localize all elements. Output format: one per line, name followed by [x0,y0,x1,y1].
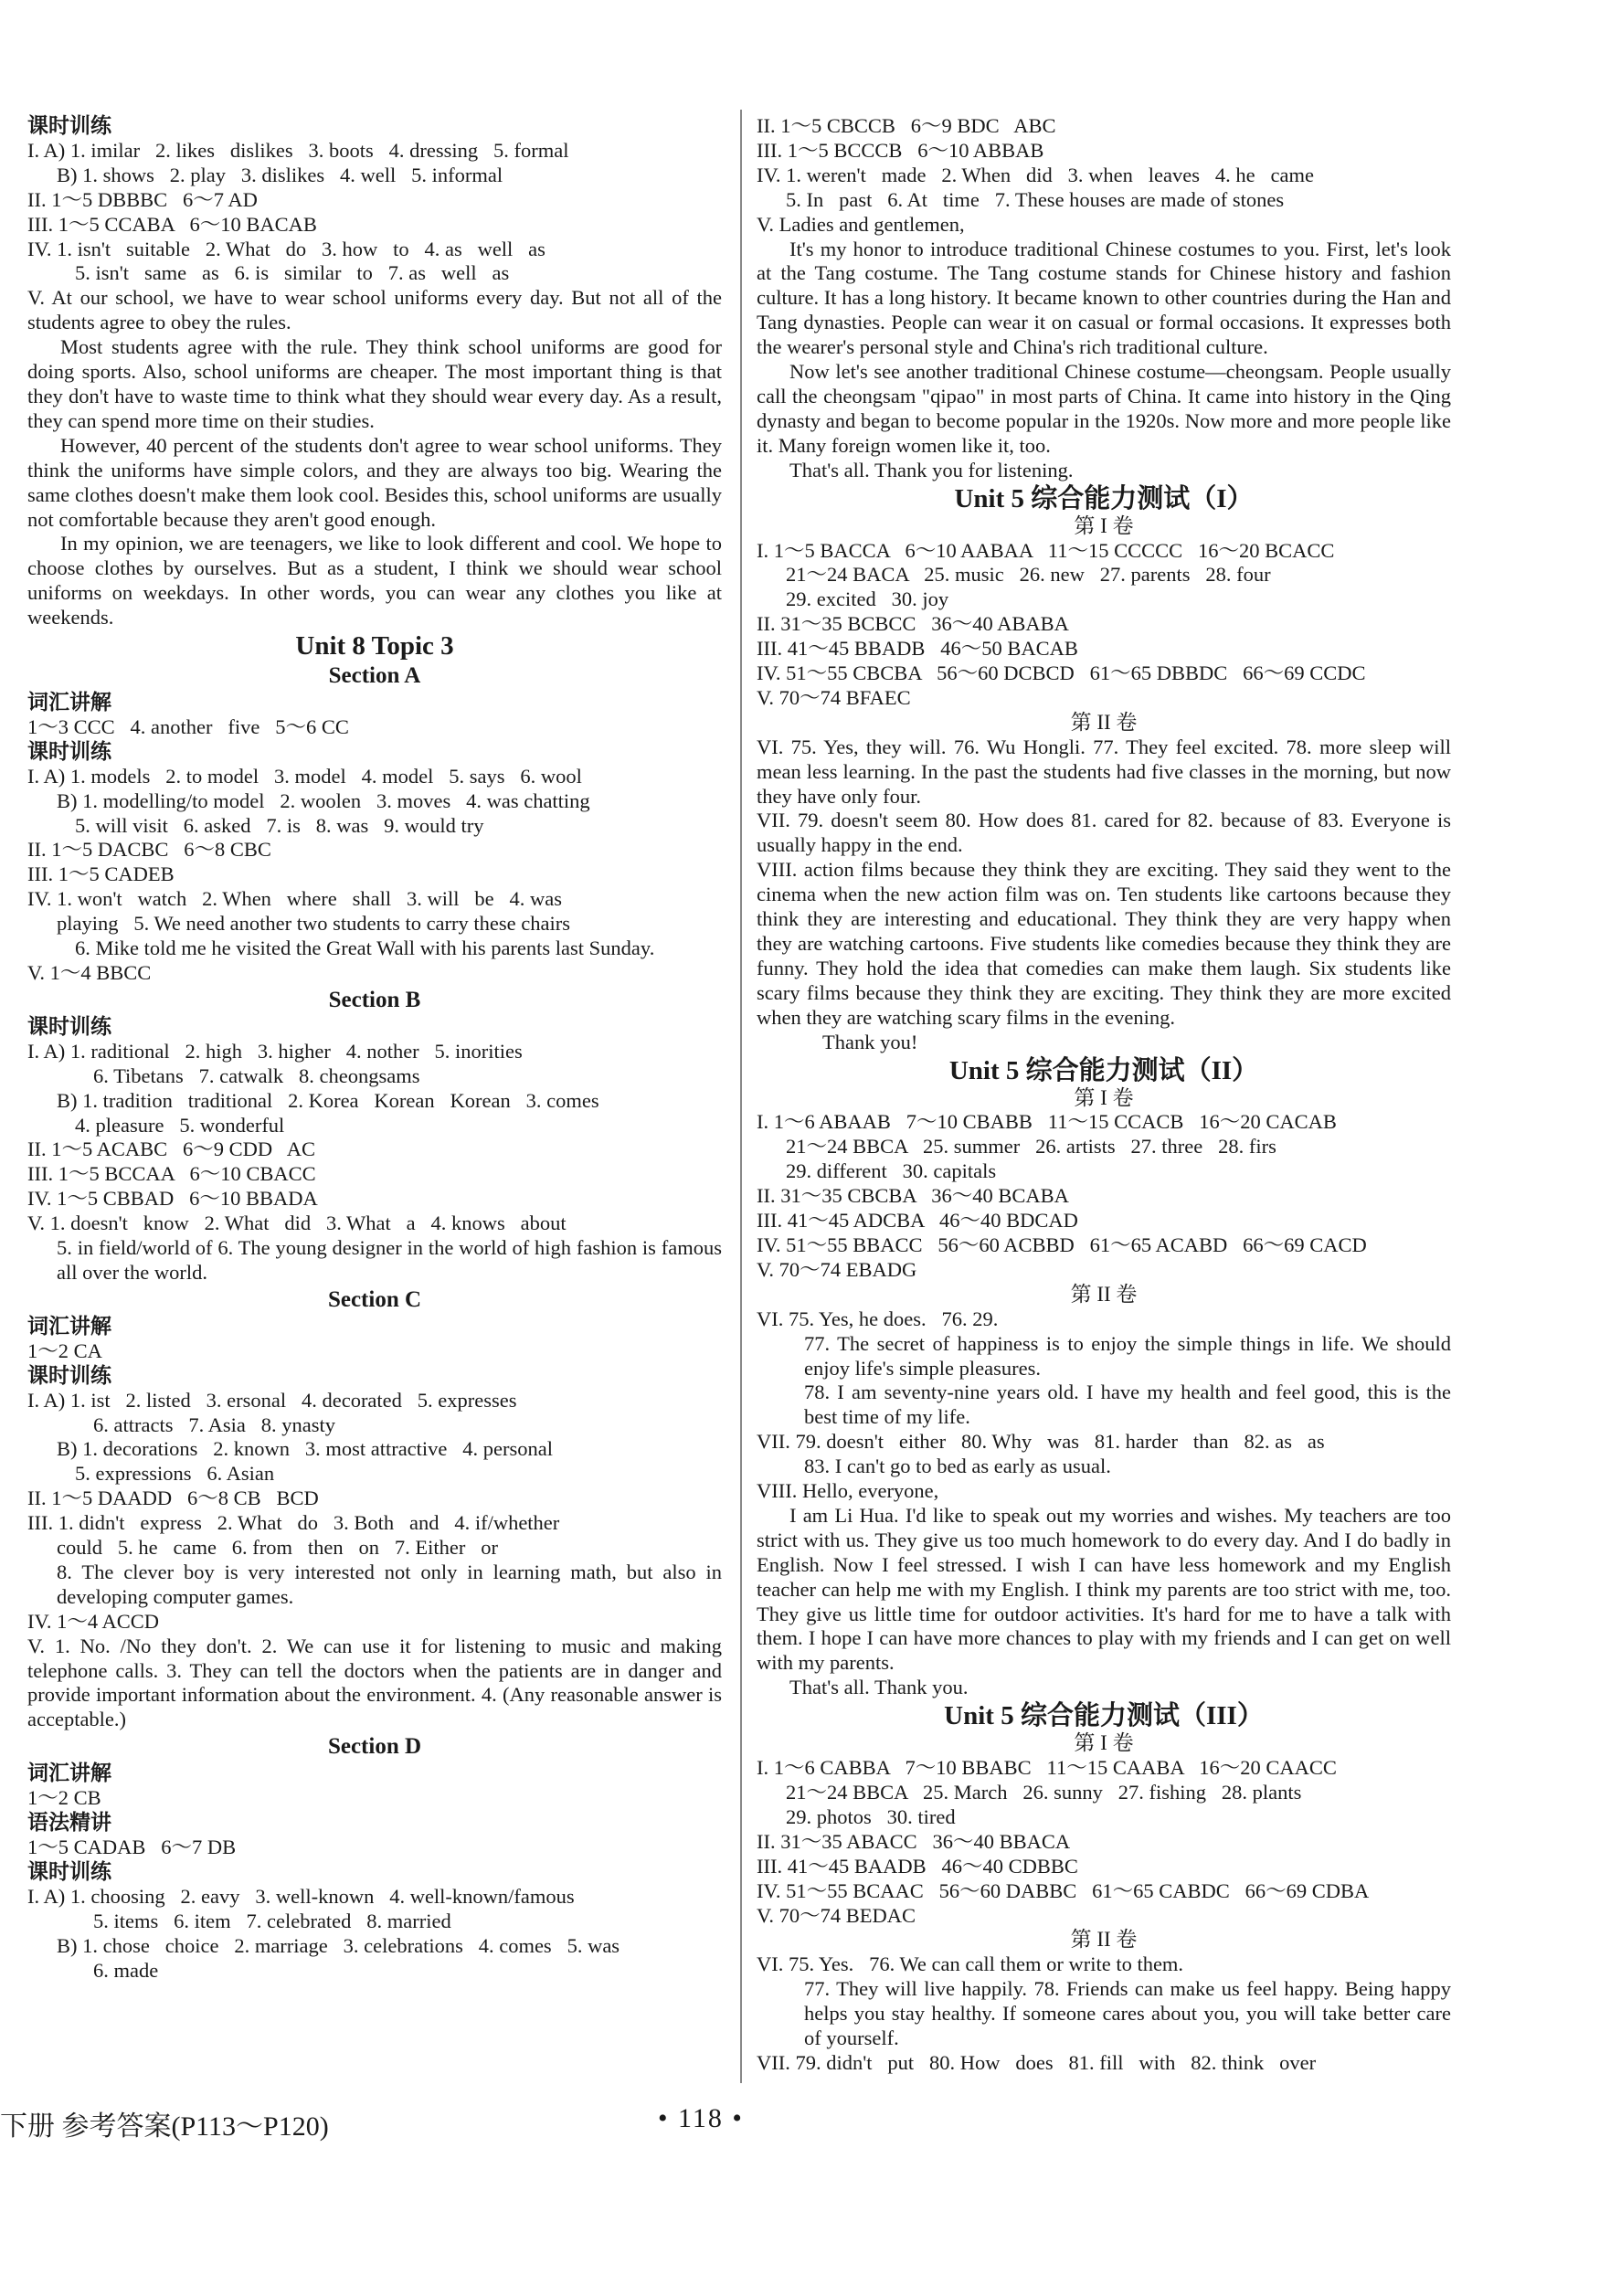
right-line: 21～24 BBCA 25. March 26. sunny 27. fishing 28. plants [786,1781,1302,1804]
left-line: playing 5. We need another two students to carry these chairs [57,912,570,936]
right-line: Thank you! [822,1030,918,1053]
right-line: VII. 79. didn't put 80. How does 81. fill with 82. think over [757,2050,1317,2074]
right-line: Unit 5 综合能力测试（II） [948,1055,1259,1085]
left-line: III. 1. didn't express 2. What do 3. Both and 4. if/whether [27,1511,560,1535]
left-line: B) 1. tradition traditional 2. Korea Korean Korean 3. comes [57,1088,599,1112]
left-line: 1～2 CA [27,1338,102,1362]
left-line: 课时训练 [27,1363,111,1387]
left-line: 5. expressions 6. Asian [75,1462,275,1486]
left-line: V. At our school, we have to wear school uniforms every day. But not all of the students agree to obey the rules. [27,286,722,334]
right-line: IV. 51～55 BBACC 56～60 ACBBD 61～65 ACABD 66～69 CACD [757,1233,1367,1256]
left-line: 1～5 CADAB 6～7 DB [27,1836,237,1858]
left-line: Most students agree with the rule. They think school uniforms are good for doing sports. Also, school uniforms are cheaper. The most important thing is that they don't have to waste time to think what they should wear every day. As a result, they can spend more time on their studies. [27,335,722,432]
left-line: 词汇讲解 [27,691,111,714]
right-line: V. 70～74 EBADG [757,1257,917,1281]
left-line: IV. 1. isn't suitable 2. What do 3. how to 4. as well as [27,237,545,260]
left-line: 课时训练 [27,114,111,137]
left-line: Section A [328,663,421,689]
left-line: 5. in field/world of 6. The young designer in the world of high fashion is famous all over the world. [57,1236,722,1284]
left-line: V. 1. No. /No they don't. 2. We can use it for listening to music and making telephone calls. 3. They can tell the doctors when the patients are in danger and provide important information about the environment. 4. (Any reasonable answer is acceptable.) [27,1634,722,1731]
left-line: 1～2 CB [27,1786,101,1810]
right-line: VI. 75. Yes, he does. 76. 29. [757,1307,999,1330]
right-line: III. 41～45 BBADB 46～50 BACAB [757,637,1078,661]
left-line: II. 1～5 ACABC 6～9 CDD AC [27,1137,316,1161]
right-line: VI. 75. Yes. 76. We can call them or write to them. [757,1952,1184,1976]
right-line: 5. In past 6. At time 7. These houses are made of stones [786,187,1285,211]
right-line: 21～24 BBCA 25. summer 26. artists 27. three 28. firs [786,1135,1276,1159]
right-line: 29. different 30. capitals [786,1159,997,1183]
right-line: 第 I 卷 [1074,1731,1134,1755]
right-line: 77. The secret of happiness is to enjoy the simple things in life. We should enjoy life's simple pleasures. [804,1331,1451,1380]
left-line: 词汇讲解 [27,1314,111,1338]
right-line: IV. 1. weren't made 2. When did 3. when leaves 4. he came [757,163,1314,186]
right-line: 第 II 卷 [1070,1928,1138,1952]
right-line: II. 1～5 CBCCB 6～9 BDC ABC [757,114,1056,137]
left-line: 语法精讲 [27,1811,111,1835]
footer-text: 下册 参考答案(P113～P120) [0,2111,329,2142]
left-line: 8. The clever boy is very interested not only in learning math, but also in developing computer games. [57,1560,722,1608]
left-line: could 5. he came 6. from then on 7. Either or [57,1536,499,1560]
left-line: I. A) 1. raditional 2. high 3. higher 4. nother 5. inorities [27,1039,523,1063]
right-line: II. 31～35 BCBCC 36～40 ABABA [757,612,1069,636]
right-line: VI. 75. Yes, they will. 76. Wu Hongli. 77. They feel excited. 78. more sleep will mean less learning. In the past the students had five classes in the morning, but now they have only four. [757,735,1451,808]
right-line: That's all. Thank you. [789,1676,969,1699]
left-column [27,114,722,1983]
right-line: I am Li Hua. I'd like to speak out my worries and wishes. My teachers are too strict with us. They give us too much homework to do every day. And I do badly in English. Now I feel stressed. I wish I can have less homework and my English teacher can help me with my English. I think my parents are too strict with me, too. They give us little time for outdoor activities. It's hard for me to have a talk with them. I hope I can have more chances to play with my friends and I can get on well with my parents. [757,1503,1451,1675]
left-line: II. 1～5 DAADD 6～8 CB BCD [27,1487,319,1510]
left-line: 4. pleasure 5. wonderful [75,1113,285,1137]
left-line: 课时训练 [27,1859,111,1883]
left-line: I. A) 1. models 2. to model 3. model 4. model 5. says 6. wool [27,764,582,788]
left-line: B) 1. decorations 2. known 3. most attractive 4. personal [57,1437,554,1461]
left-line: III. 1～5 BCCAA 6～10 CBACC [27,1162,316,1186]
left-line: II. 1～5 DBBBC 6～7 AD [27,187,258,211]
right-line: 83. I can't go to bed as early as usual. [804,1455,1111,1478]
right-line: II. 31～35 CBCBA 36～40 BCABA [757,1184,1069,1208]
right-line: I. 1～6 ABAAB 7～10 CBABB 11～15 CCACB 16～20 CACAB [757,1110,1337,1134]
right-line: 77. They will live happily. 78. Friends can make us feel happy. Being happy helps you stay healthy. If someone cares about you, you will take better care of yourself. [804,1977,1451,2050]
left-line: 5. items 6. item 7. celebrated 8. married [93,1909,451,1932]
right-line: VII. 79. doesn't seem 80. How does 81. cared for 82. because of 83. Everyone is usually happy in the end. [757,809,1451,857]
left-line: V. 1～4 BBCC [27,961,152,984]
right-line: III. 41～45 ADCBA 46～40 BDCAD [757,1209,1078,1233]
left-line: 1～3 CCC 4. another five 5～6 CC [27,714,349,738]
right-line: 第 II 卷 [1070,1282,1138,1306]
left-line: B) 1. shows 2. play 3. dislikes 4. well 5. informal [57,163,503,186]
right-line: 29. photos 30. tired [786,1804,956,1828]
right-line: 第 I 卷 [1074,513,1134,537]
left-line: 5. isn't same as 6. is similar to 7. as well as [75,261,510,285]
column-divider [740,110,742,2083]
right-line: 第 I 卷 [1074,1085,1134,1109]
left-line: Section C [327,1286,422,1312]
left-line: V. 1. doesn't know 2. What did 3. What a 4. knows about [27,1211,567,1235]
left-line: In my opinion, we are teenagers, we like to look different and cool. We hope to choose clothes by ourselves. But as a student, I think we should wear school uniforms on weekdays. In other words, you can wear any clothes you like at weekends. [27,532,722,630]
left-line: B) 1. chose choice 2. marriage 3. celebrations 4. comes 5. was [57,1933,620,1957]
page-footer [0,2103,1610,2140]
right-line: IV. 51～55 BCAAC 56～60 DABBC 61～65 CABDC 66～69 CDBA [757,1878,1370,1902]
left-line: 5. will visit 6. asked 7. is 8. was 9. would try [75,813,484,837]
left-line: IV. 1. won't watch 2. When where shall 3. will be 4. was [27,887,562,911]
left-line: II. 1～5 DACBC 6～8 CBC [27,838,271,862]
right-line: V. Ladies and gentlemen, [757,212,965,236]
left-line: I. A) 1. ist 2. listed 3. ersonal 4. decorated 5. expresses [27,1388,517,1412]
right-line: 21～24 BACA 25. music 26. new 27. parents 28. four [786,563,1271,587]
right-line: Unit 5 综合能力测试（III） [944,1701,1264,1731]
right-line: VII. 79. doesn't either 80. Why was 81. harder than 82. as as [757,1430,1325,1454]
left-line: 课时训练 [27,739,111,763]
right-line: Unit 5 综合能力测试（I） [954,483,1254,513]
left-line: III. 1～5 CADEB [27,862,175,886]
right-line: It's my honor to introduce traditional Chinese costumes to you. First, let's look at the Tang costume. The Tang costume stands for Chinese history and fashion culture. It has a long history. It became known to other countries during the Han and Tang dynasties. People can wear it on casual or formal occasions. It expresses both the wearer's personal style and China's rich traditional culture. [757,237,1451,359]
left-line: I. A) 1. choosing 2. eavy 3. well-known 4. well-known/famous [27,1884,575,1908]
left-line: Unit 8 Topic 3 [295,631,454,661]
right-line: That's all. Thank you for listening. [789,458,1074,481]
right-line: V. 70～74 BFAEC [757,685,911,709]
left-line: III. 1～5 CCABA 6～10 BACAB [27,212,317,236]
left-line: Section D [327,1734,422,1760]
left-line: IV. 1～4 ACCD [27,1609,159,1633]
right-line: VIII. action films because they think they are exciting. They said they went to the cinema when the new action film was on. Ten students like cartoons because they think they are interesting and educational. They think they are very happy when they are watching cartoons. Five students like comedies because they think they are funny. They hold the idea that comedies can make them laugh. Six students like scary films because they think they are exciting. They think they are more excited when they are watching scary films in the evening. [757,858,1451,1029]
left-line: However, 40 percent of the students don't agree to wear school uniforms. They think the uniforms have simple colors, and they are always too big. Wearing the same clothes doesn't make them look cool. Besides this, school uniforms are usually not comfortable because they aren't good enough. [27,433,722,531]
right-column [757,114,1451,2076]
left-line: B) 1. modelling/to model 2. woolen 3. moves 4. was chatting [57,788,590,812]
left-line: I. A) 1. imilar 2. likes dislikes 3. boots 4. dressing 5. formal [27,138,569,162]
right-line: 29. excited 30. joy [786,587,949,611]
right-line: I. 1～6 CABBA 7～10 BBABC 11～15 CAABA 16～20 CAACC [757,1756,1337,1780]
right-line: III. 1～5 BCCCB 6～10 ABBAB [757,138,1044,162]
right-line: III. 41～45 BAADB 46～40 CDBBC [757,1854,1078,1878]
right-line: 第 II 卷 [1070,710,1138,734]
left-line: 6. attracts 7. Asia 8. ynasty [93,1413,335,1436]
left-line: 课时训练 [27,1014,111,1038]
left-line: 词汇讲解 [27,1762,111,1785]
right-line: II. 31～35 ABACC 36～40 BBACA [757,1829,1071,1853]
left-line: Section B [328,987,421,1012]
page-number: • 118 • [658,2103,744,2133]
right-line: VIII. Hello, everyone, [757,1479,939,1503]
right-line: I. 1～5 BACCA 6～10 AABAA 11～15 CCCCC 16～20 BCACC [757,538,1335,562]
left-line: 6. made [93,1958,159,1982]
left-line: 6. Mike told me he visited the Great Wall with his parents last Sunday. [75,936,655,960]
left-line: IV. 1～5 CBBAD 6～10 BBADA [27,1187,318,1211]
right-line: IV. 51～55 CBCBA 56～60 DCBCD 61～65 DBBDC 66～69 CCDC [757,661,1366,685]
right-line: Now let's see another traditional Chinese costume—cheongsam. People usually call the cheongsam "qipao" in most parts of China. It came into history in the Qing dynasty and began to become popular in the 1920s. Now more and more people like it. Many foreign women like it, too. [757,360,1451,457]
right-line: V. 70～74 BEDAC [757,1903,916,1927]
right-line: 78. I am seventy-nine years old. I have my health and feel good, this is the best time of my life. [804,1381,1451,1429]
left-line: 6. Tibetans 7. catwalk 8. cheongsams [93,1063,420,1087]
